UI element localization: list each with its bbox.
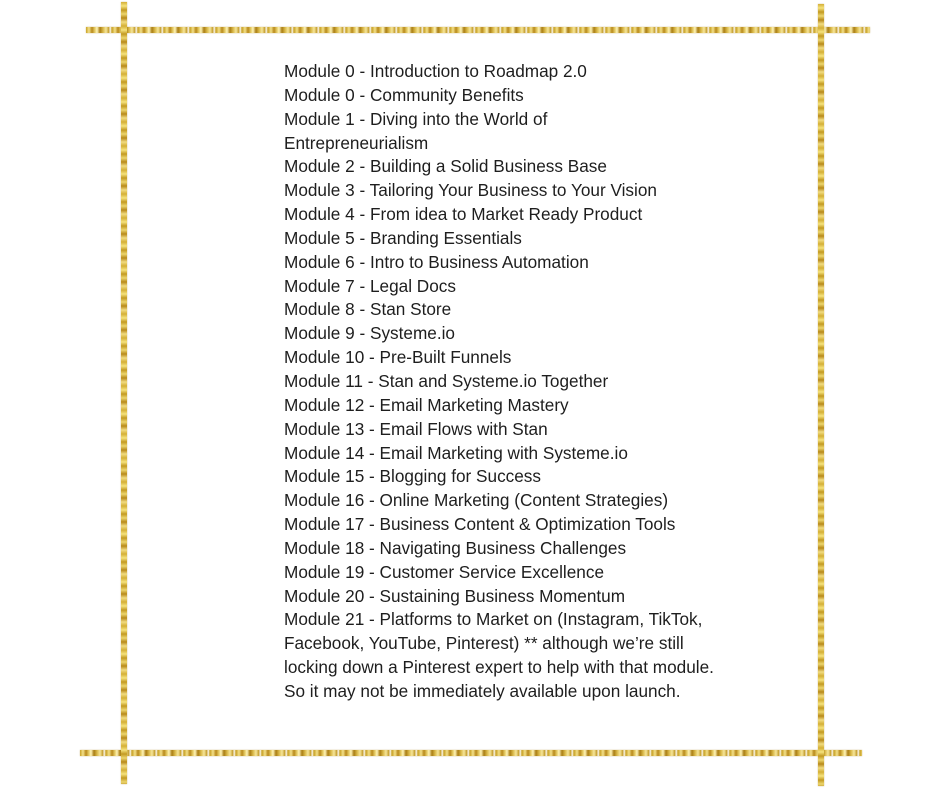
module-item: Module 3 - Tailoring Your Business to Your Vision: [284, 180, 657, 201]
module-item: Module 20 - Sustaining Business Momentum: [284, 585, 626, 606]
module-item: Module 4 - From idea to Market Ready Product: [284, 204, 643, 225]
module-item: Module 15 - Blogging for Success: [284, 466, 541, 487]
module-list: [284, 60, 734, 704]
module-item: Module 18 - Navigating Business Challenges: [284, 537, 627, 558]
module-item: Module 7 - Legal Docs: [284, 275, 456, 296]
module-item: Module 0 - Introduction to Roadmap 2.0: [284, 61, 587, 81]
module-item: Module 12 - Email Marketing Mastery: [284, 394, 569, 415]
gold-frame-left-border: [121, 2, 127, 784]
module-item: Module 6 - Intro to Business Automation: [284, 251, 589, 272]
module-item: Module 21 - Platforms to Market on (Instagram, TikTok, Facebook, YouTube, Pinterest) ** although we’re still locking down a Pinterest expert to help with that module. So it may not be immediately available upon launch.: [284, 609, 714, 701]
module-item: Module 19 - Customer Service Excellence: [284, 561, 605, 582]
module-item: Module 14 - Email Marketing with Systeme.io: [284, 442, 628, 463]
module-item: Module 16 - Online Marketing (Content Strategies): [284, 490, 669, 511]
module-item: Module 8 - Stan Store: [284, 299, 452, 320]
module-item: Module 13 - Email Flows with Stan: [284, 418, 548, 439]
module-item: Module 0 - Community Benefits: [284, 84, 524, 105]
module-item: Module 1 - Diving into the World of Entrepreneurialism: [284, 108, 548, 153]
gold-frame-top-border: [86, 27, 870, 33]
gold-frame-right-border: [818, 4, 824, 786]
module-item: Module 5 - Branding Essentials: [284, 227, 522, 248]
module-item: Module 17 - Business Content & Optimization Tools: [284, 514, 676, 535]
module-item: Module 9 - Systeme.io: [284, 323, 455, 344]
module-item: Module 10 - Pre-Built Funnels: [284, 347, 512, 368]
gold-frame-bottom-border: [80, 750, 862, 756]
module-item: Module 2 - Building a Solid Business Base: [284, 156, 607, 177]
module-item: Module 11 - Stan and Systeme.io Together: [284, 370, 609, 391]
